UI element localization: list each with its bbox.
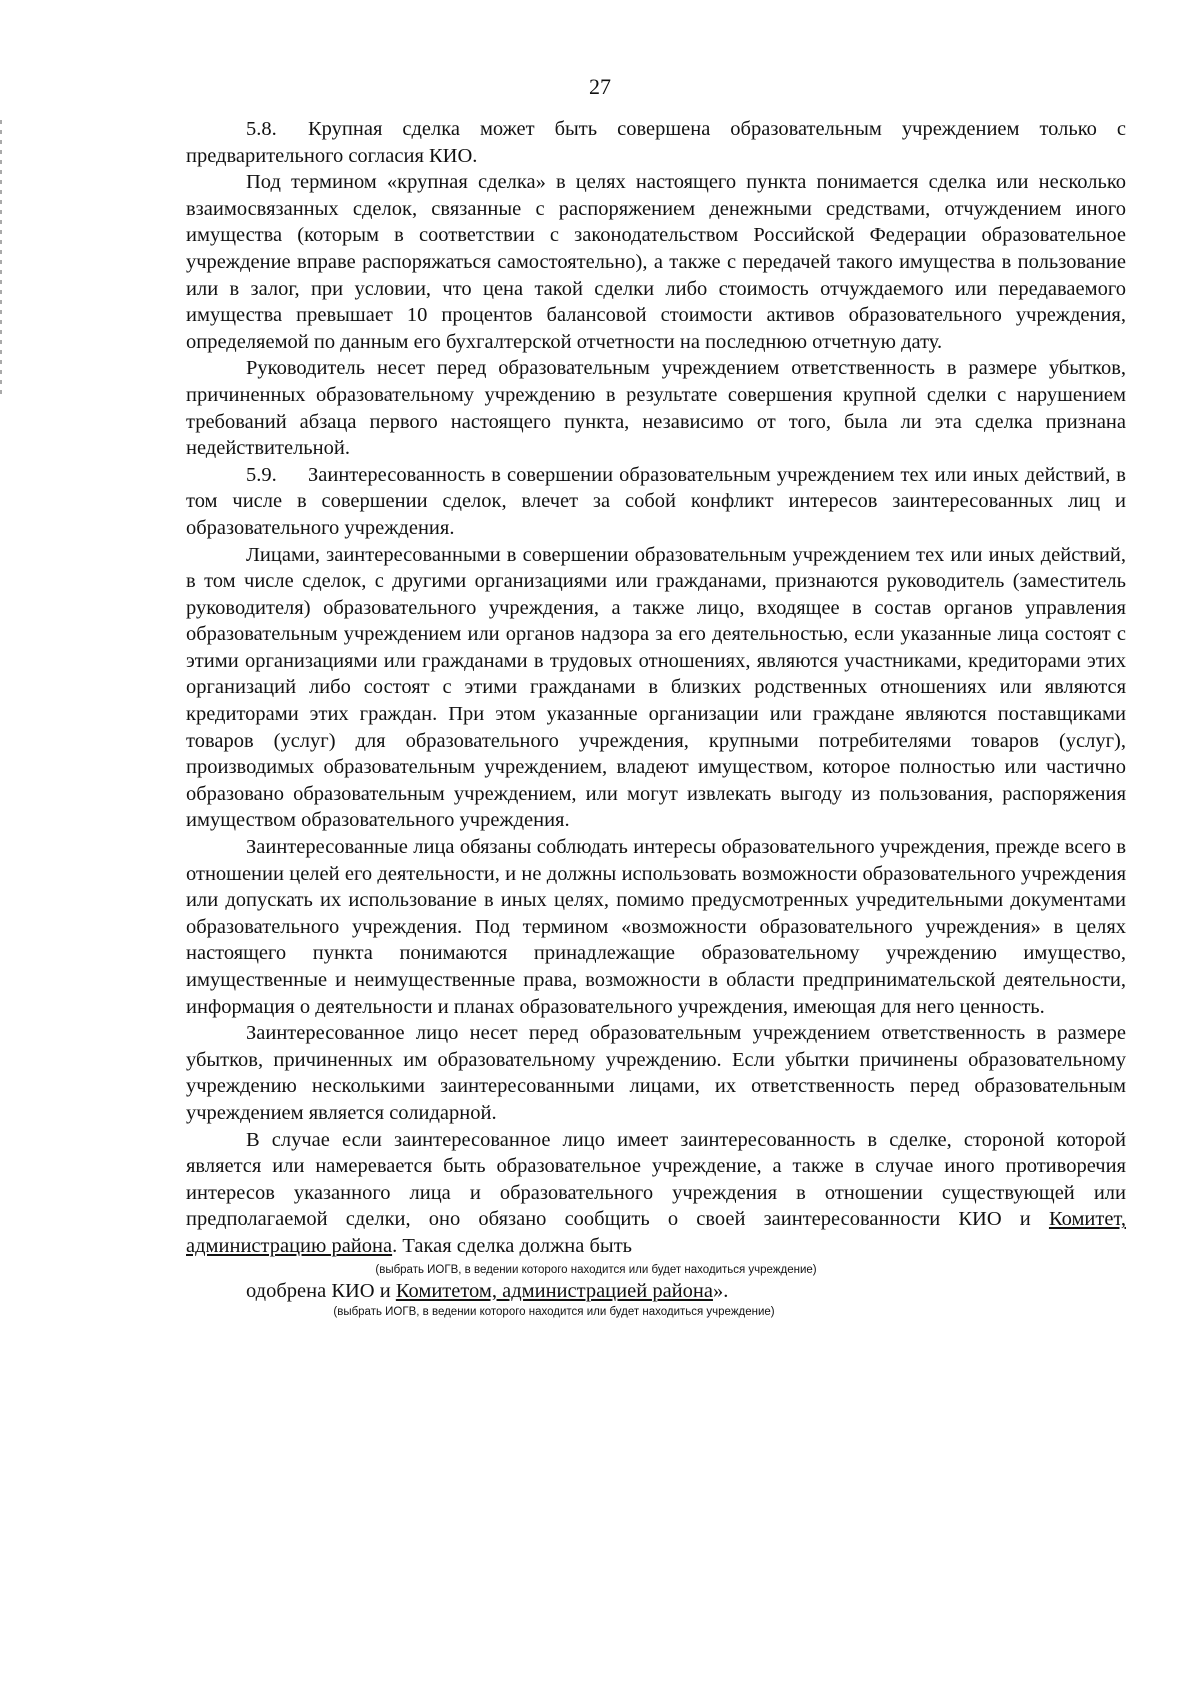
paragraph-text: Заинтересованность в совершении образовательным учреждением тех или иных действий, в том числе в совершении сделок, влечет за собой конфликт интересов заинтересованных лиц и образовательного учреждения.: [186, 463, 1126, 539]
underlined-authority-1: Комитет, администрацию района: [186, 1208, 1126, 1257]
paragraph-text: Заинтересованные лица обязаны соблюдать интересы образовательного учреждения, прежде всего в отношении целей его деятельности, и не должны использовать возможности образовательного учреждения или допускать их использование в иных целях, помимо предусмотренных учредительными документами образовательного учреждения. Под термином «возможности образовательного учреждения» в целях настоящего пункта понимаются принадлежащие образовательному учреждению имущество, имущественные и неимущественные права, возможности в области предпринимательской деятельности, информация о деятельности и планах образовательного учреждения, имеющая для него ценность.: [186, 836, 1126, 1018]
paragraph-text: Лицами, заинтересованными в совершении образовательным учреждением тех или иных действий, в том числе сделок, с другими организациями или гражданами, признаются руководитель (заместитель руководителя) образовательного учреждения, а также лицо, входящее в состав органов управления образовательным учреждением или органов надзора за его деятельностью, если указанные лица состоят с этими организациями или гражданами в трудовых отношениях, являются участниками, кредиторами этих организаций либо состоят с этими гражданами в близких родственных отношениях или являются кредиторами этих граждан. При этом указанные организации или граждане являются поставщиками товаров (услуг) для образовательного учреждения, крупными потребителями товаров (услуг), производимых образовательным учреждением, владеют имуществом, которое полностью или частично образовано образовательным учреждением, или могут извлекать выгоду из пользования, распоряжения имуществом образовательного учреждения.: [186, 543, 1126, 832]
paragraph-text: . Такая сделка должна быть: [392, 1234, 632, 1257]
underlined-authority-2: Комитетом, администрацией района: [395, 1279, 713, 1302]
clause-number: 5.8.: [246, 118, 277, 140]
paragraph-text: Руководитель несет перед образовательным учреждением ответственность в размере убытков, причиненных образовательному учреждению в результате совершения крупной сделки с нарушением требований абзаца первого настоящего пункта, независимо от того, была ли эта сделка признана недействительной.: [186, 357, 1126, 460]
approval-line: [186, 1278, 1126, 1305]
paragraph-text: В случае если заинтересованное лицо имеет заинтересованность в сделке, стороной которой является или намеревается быть образовательное учреждение, а также в случае иного противоречия интересов указанного лица и образовательного учреждения в отношении существующей или предполагаемой сделки, оно обязано сообщить о своей заинтересованности КИО и: [186, 1128, 1126, 1231]
paragraph: [186, 834, 1126, 1020]
paragraph: [186, 355, 1126, 461]
paragraph: [186, 1020, 1126, 1126]
paragraph-last: [186, 1127, 1126, 1260]
footnote-instruction-2: (выбрать ИОГВ, в ведении которого находится или будет находиться учреждение): [333, 1306, 775, 1319]
document-body: [186, 116, 1126, 1320]
paragraph: [186, 542, 1126, 835]
clause-number: 5.9.: [246, 463, 277, 486]
paragraph-text: Заинтересованное лицо несет перед образовательным учреждением ответственность в размере убытков, причиненных им образовательному учреждению. Если убытки причинены образовательному учреждению несколькими заинтересованными лицами, их ответственность перед образовательным учреждением является солидарной.: [186, 1022, 1126, 1124]
paragraph-text: Под термином «крупная сделка» в целях настоящего пункта понимается сделка или несколько взаимосвязанных сделок, связанные с распоряжением денежными средствами, отчуждением иного имущества (которым в соответствии с законодательством Российской Федерации образовательное учреждение вправе распоряжаться самостоятельно), а также с передачей такого имущества в пользование или в залог, при условии, что цена такой сделки либо стоимость отчуждаемого или передаваемого имущества превышает 10 процентов балансовой стоимости активов образовательного учреждения, определяемой по данным его бухгалтерской отчетности на последнюю отчетную дату.: [186, 171, 1126, 353]
scan-edge-marks: [0, 120, 2, 400]
page-number: 27: [589, 74, 611, 99]
footnote-instruction-1: (выбрать ИОГВ, в ведении которого находится или будет находиться учреждение): [375, 1263, 817, 1276]
paragraph-text: одобрена КИО и: [246, 1279, 396, 1302]
paragraph-text: ».: [712, 1279, 729, 1302]
paragraph: [186, 169, 1126, 355]
paragraph-5-9: [186, 462, 1126, 542]
paragraph-5-8: [186, 116, 1126, 169]
paragraph-text: Крупная сделка может быть совершена образовательным учреждением только с предварительного согласия КИО.: [186, 118, 1126, 167]
